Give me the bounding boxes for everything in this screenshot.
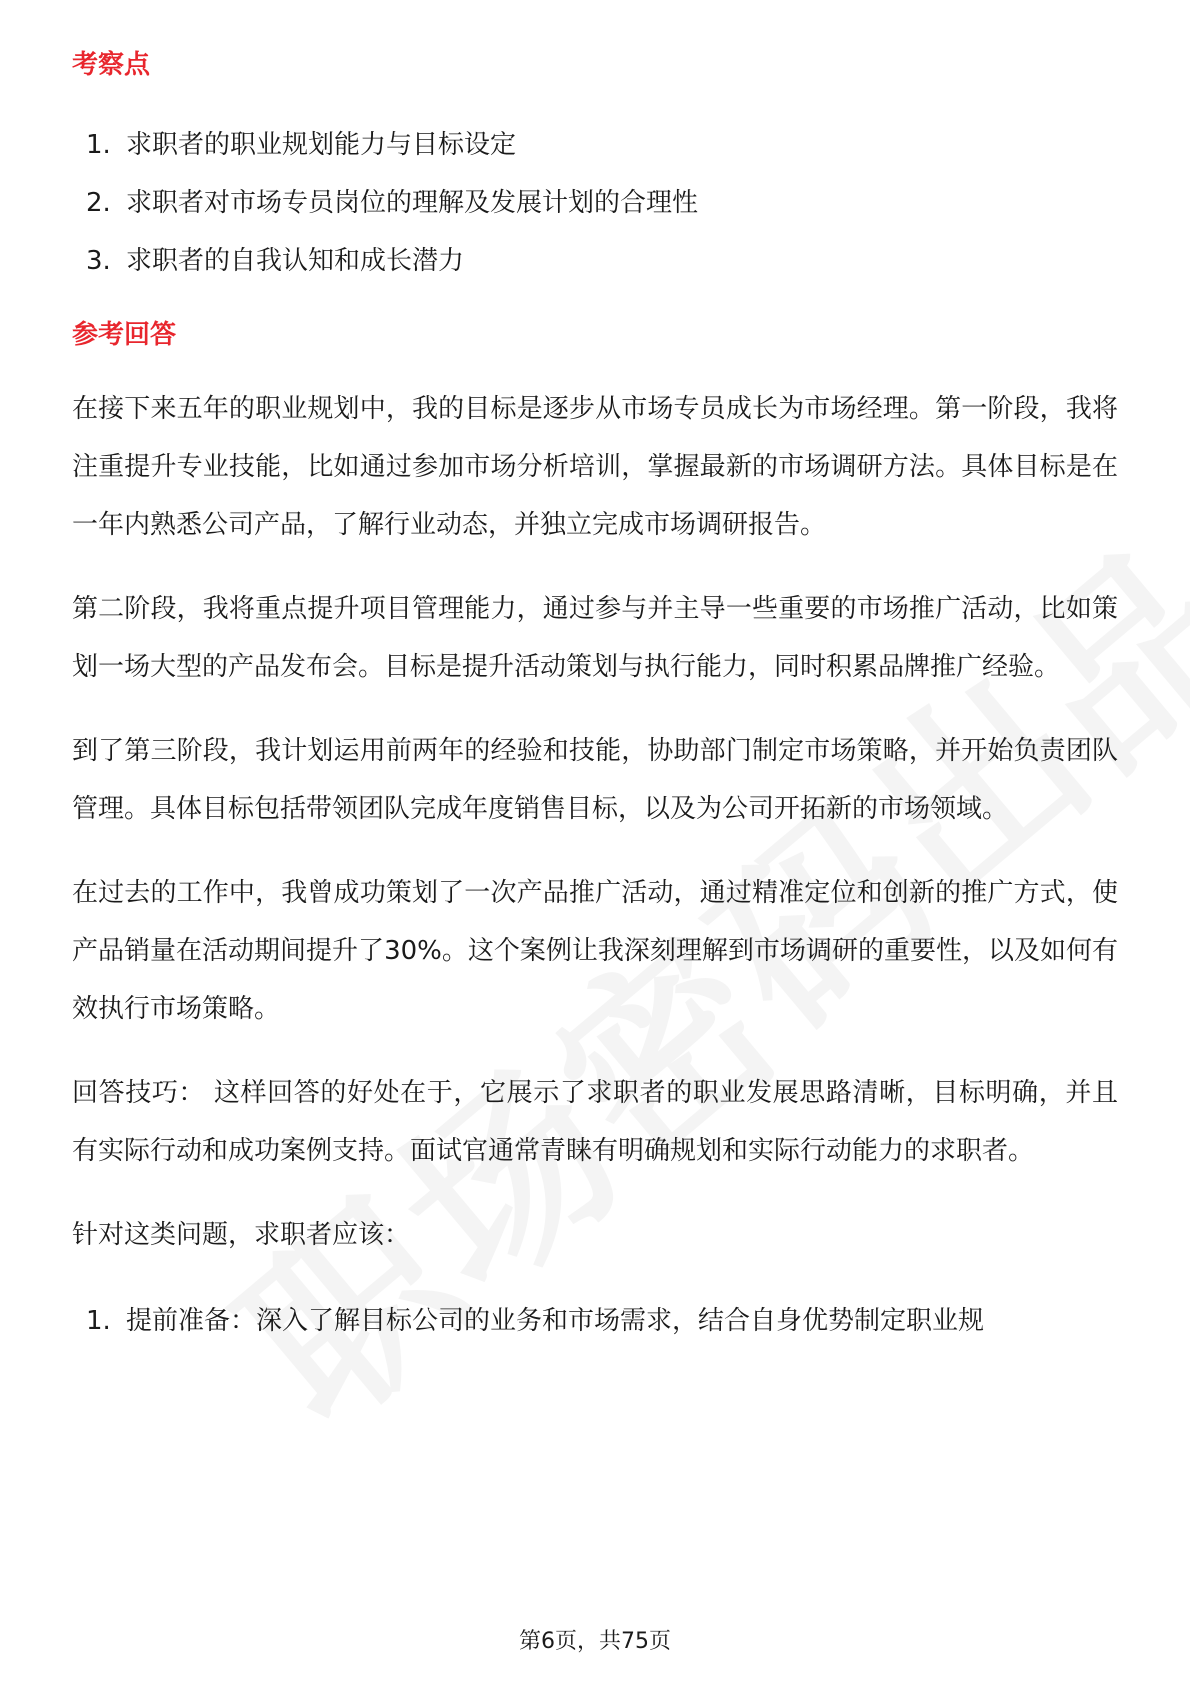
page-footer: 第6页，共75页	[519, 1629, 671, 1654]
list-item-text: 求职者对市场专员岗位的理解及发展计划的合理性	[126, 188, 699, 218]
list-item-text: 提前准备：深入了解目标公司的业务和市场需求，结合自身优势制定职业规	[126, 1306, 985, 1336]
tips-list	[72, 1292, 1118, 1350]
list-item-text: 求职者的自我认知和成长潜力	[126, 246, 465, 276]
document-page	[72, 46, 1118, 1350]
list-item	[72, 232, 1118, 290]
answer-paragraph: 到了第三阶段，我计划运用前两年的经验和技能，协助部门制定市场策略，并开始负责团队管理。具体目标包括带领团队完成年度销售目标，以及为公司开拓新的市场领域。	[72, 736, 1118, 824]
section-title-assessment: 考察点	[72, 50, 151, 80]
answer-paragraph: 在接下来五年的职业规划中，我的目标是逐步从市场专员成长为市场经理。第一阶段，我将注重提升专业技能，比如通过参加市场分析培训，掌握最新的市场调研方法。具体目标是在一年内熟悉公司产品，了解行业动态，并独立完成市场调研报告。	[72, 394, 1118, 540]
list-item	[72, 174, 1118, 232]
answer-paragraph: 针对这类问题，求职者应该：	[72, 1220, 411, 1250]
section-title-reference-answer: 参考回答	[72, 320, 177, 350]
list-number: 3.	[86, 246, 111, 276]
assessment-list	[72, 116, 1118, 290]
list-number: 1.	[86, 130, 111, 160]
list-item	[72, 1292, 1118, 1350]
list-item-text: 求职者的职业规划能力与目标设定	[126, 130, 517, 160]
list-item	[72, 116, 1118, 174]
answer-tips-paragraph: 回答技巧： 这样回答的好处在于，它展示了求职者的职业发展思路清晰，目标明确，并且有实际行动和成功案例支持。面试官通常青睐有明确规划和实际行动能力的求职者。	[72, 1078, 1118, 1166]
answer-paragraph: 第二阶段，我将重点提升项目管理能力，通过参与并主导一些重要的市场推广活动，比如策划一场大型的产品发布会。目标是提升活动策划与执行能力，同时积累品牌推广经验。	[72, 594, 1118, 682]
list-number: 2.	[86, 188, 111, 218]
answer-paragraph: 在过去的工作中，我曾成功策划了一次产品推广活动，通过精准定位和创新的推广方式，使产品销量在活动期间提升了30%。这个案例让我深刻理解到市场调研的重要性，以及如何有效执行市场策略。	[72, 878, 1118, 1024]
list-number: 1.	[86, 1306, 111, 1336]
